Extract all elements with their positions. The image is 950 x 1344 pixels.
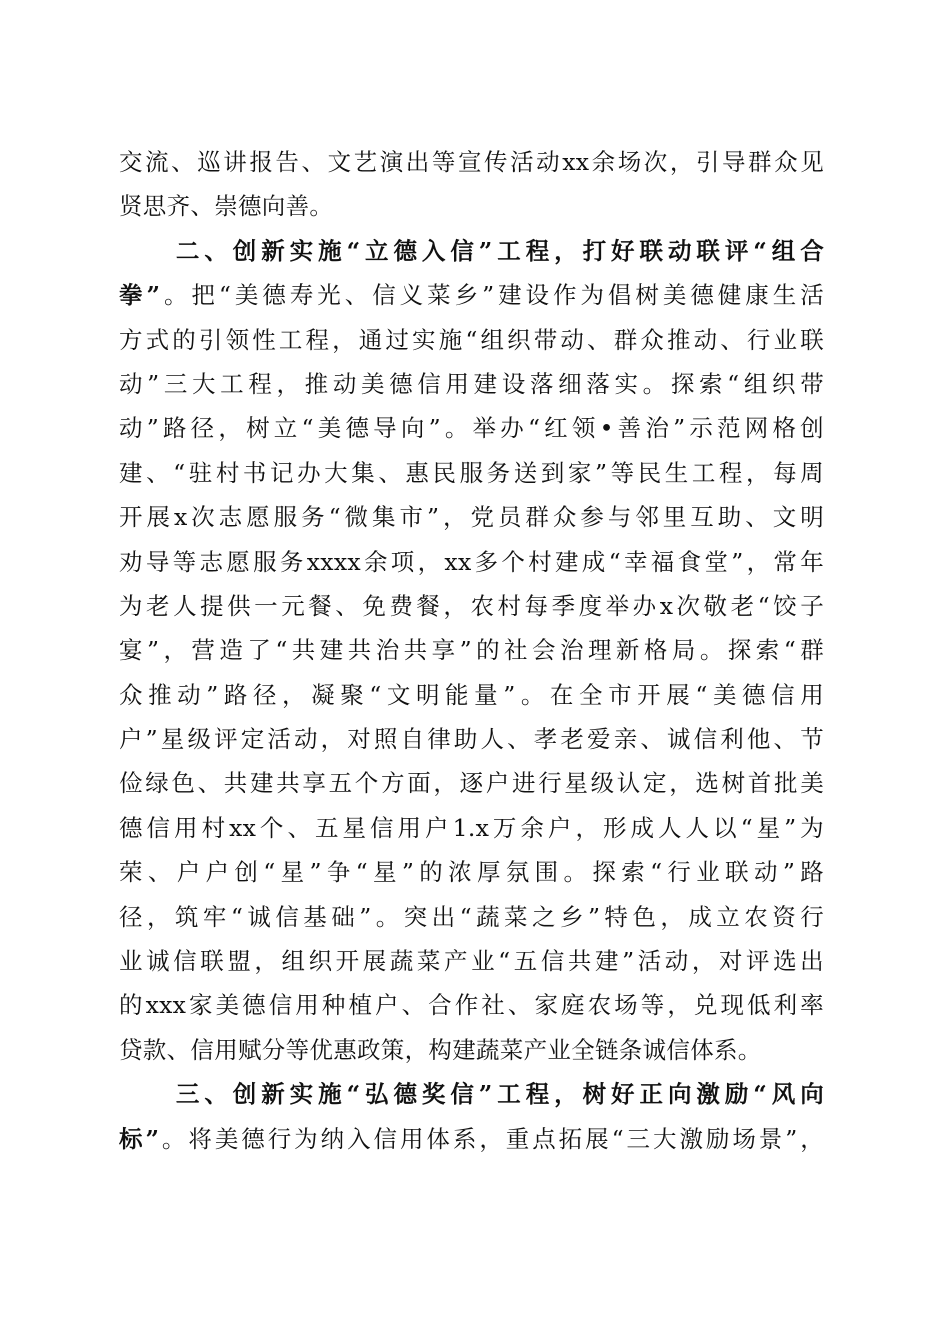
text-line: 宴”，营造了“共建共治共享”的社会治理新格局。探索“群 [119,636,824,665]
text-line: 德信用村xx个、五星信用户1.x万余户，形成人人以“星”为 [119,813,824,842]
text-line: 为老人提供一元餐、免费餐，农村每季度举办x次敬老“饺子 [119,591,824,620]
text-line: 标”。将美德行为纳入信用体系，重点拓展“三大激励场景”， [119,1124,825,1153]
text-line: 交流、巡讲报告、文艺演出等宣传活动xx余场次，引导群众见 [119,148,824,176]
text-line: 贷款、信用赋分等优惠政策，构建蔬菜产业全链条诚信体系。 [119,1035,762,1064]
document-page [119,140,824,1161]
section-heading-line: 二、创新实施“立德入信”工程，打好联动联评“组合 [119,236,824,265]
text-line: 业诚信联盟，组织开展蔬菜产业“五信共建”活动，对评选出 [119,947,824,976]
text-line: 建、“驻村书记办大集、惠民服务送到家”等民生工程，每周 [119,458,824,487]
paragraph-section-three [119,1072,824,1161]
text-line: 拳”。把“美德寿光、信义菜乡”建设作为倡树美德健康生活 [119,281,825,310]
text-line: 径，筑牢“诚信基础”。突出“蔬菜之乡”特色，成立农资行 [119,902,824,931]
text-line: 贤思齐、崇德向善。 [119,192,334,221]
paragraph-section-two [119,229,824,1072]
text-line: 荣、户户创“星”争“星”的浓厚氛围。探索“行业联动”路 [119,858,824,887]
text-line: 众推动”路径，凝聚“文明能量”。在全市开展“美德信用 [119,680,824,709]
text-line: 的xxx家美德信用种植户、合作社、家庭农场等，兑现低利率 [119,991,824,1020]
text-line: 动”三大工程，推动美德信用建设落细落实。探索“组织带 [119,369,824,398]
paragraph-continued [119,140,824,229]
text-line: 户”星级评定活动，对照自律助人、孝老爱亲、诚信利他、节 [119,725,824,754]
text-line: 方式的引领性工程，通过实施“组织带动、群众推动、行业联 [119,325,824,354]
text-line: 劝导等志愿服务xxxx余项，xx多个村建成“幸福食堂”，常年 [119,547,824,576]
text-line: 开展x次志愿服务“微集市”，党员群众参与邻里互助、文明 [119,503,824,532]
section-heading-line: 三、创新实施“弘德奖信”工程，树好正向激励“风向 [119,1080,824,1109]
text-line: 俭绿色、共建共享五个方面，逐户进行星级认定，选树首批美 [119,769,824,798]
text-line: 动”路径，树立“美德导向”。举办“红领•善治”示范网格创 [119,414,824,443]
